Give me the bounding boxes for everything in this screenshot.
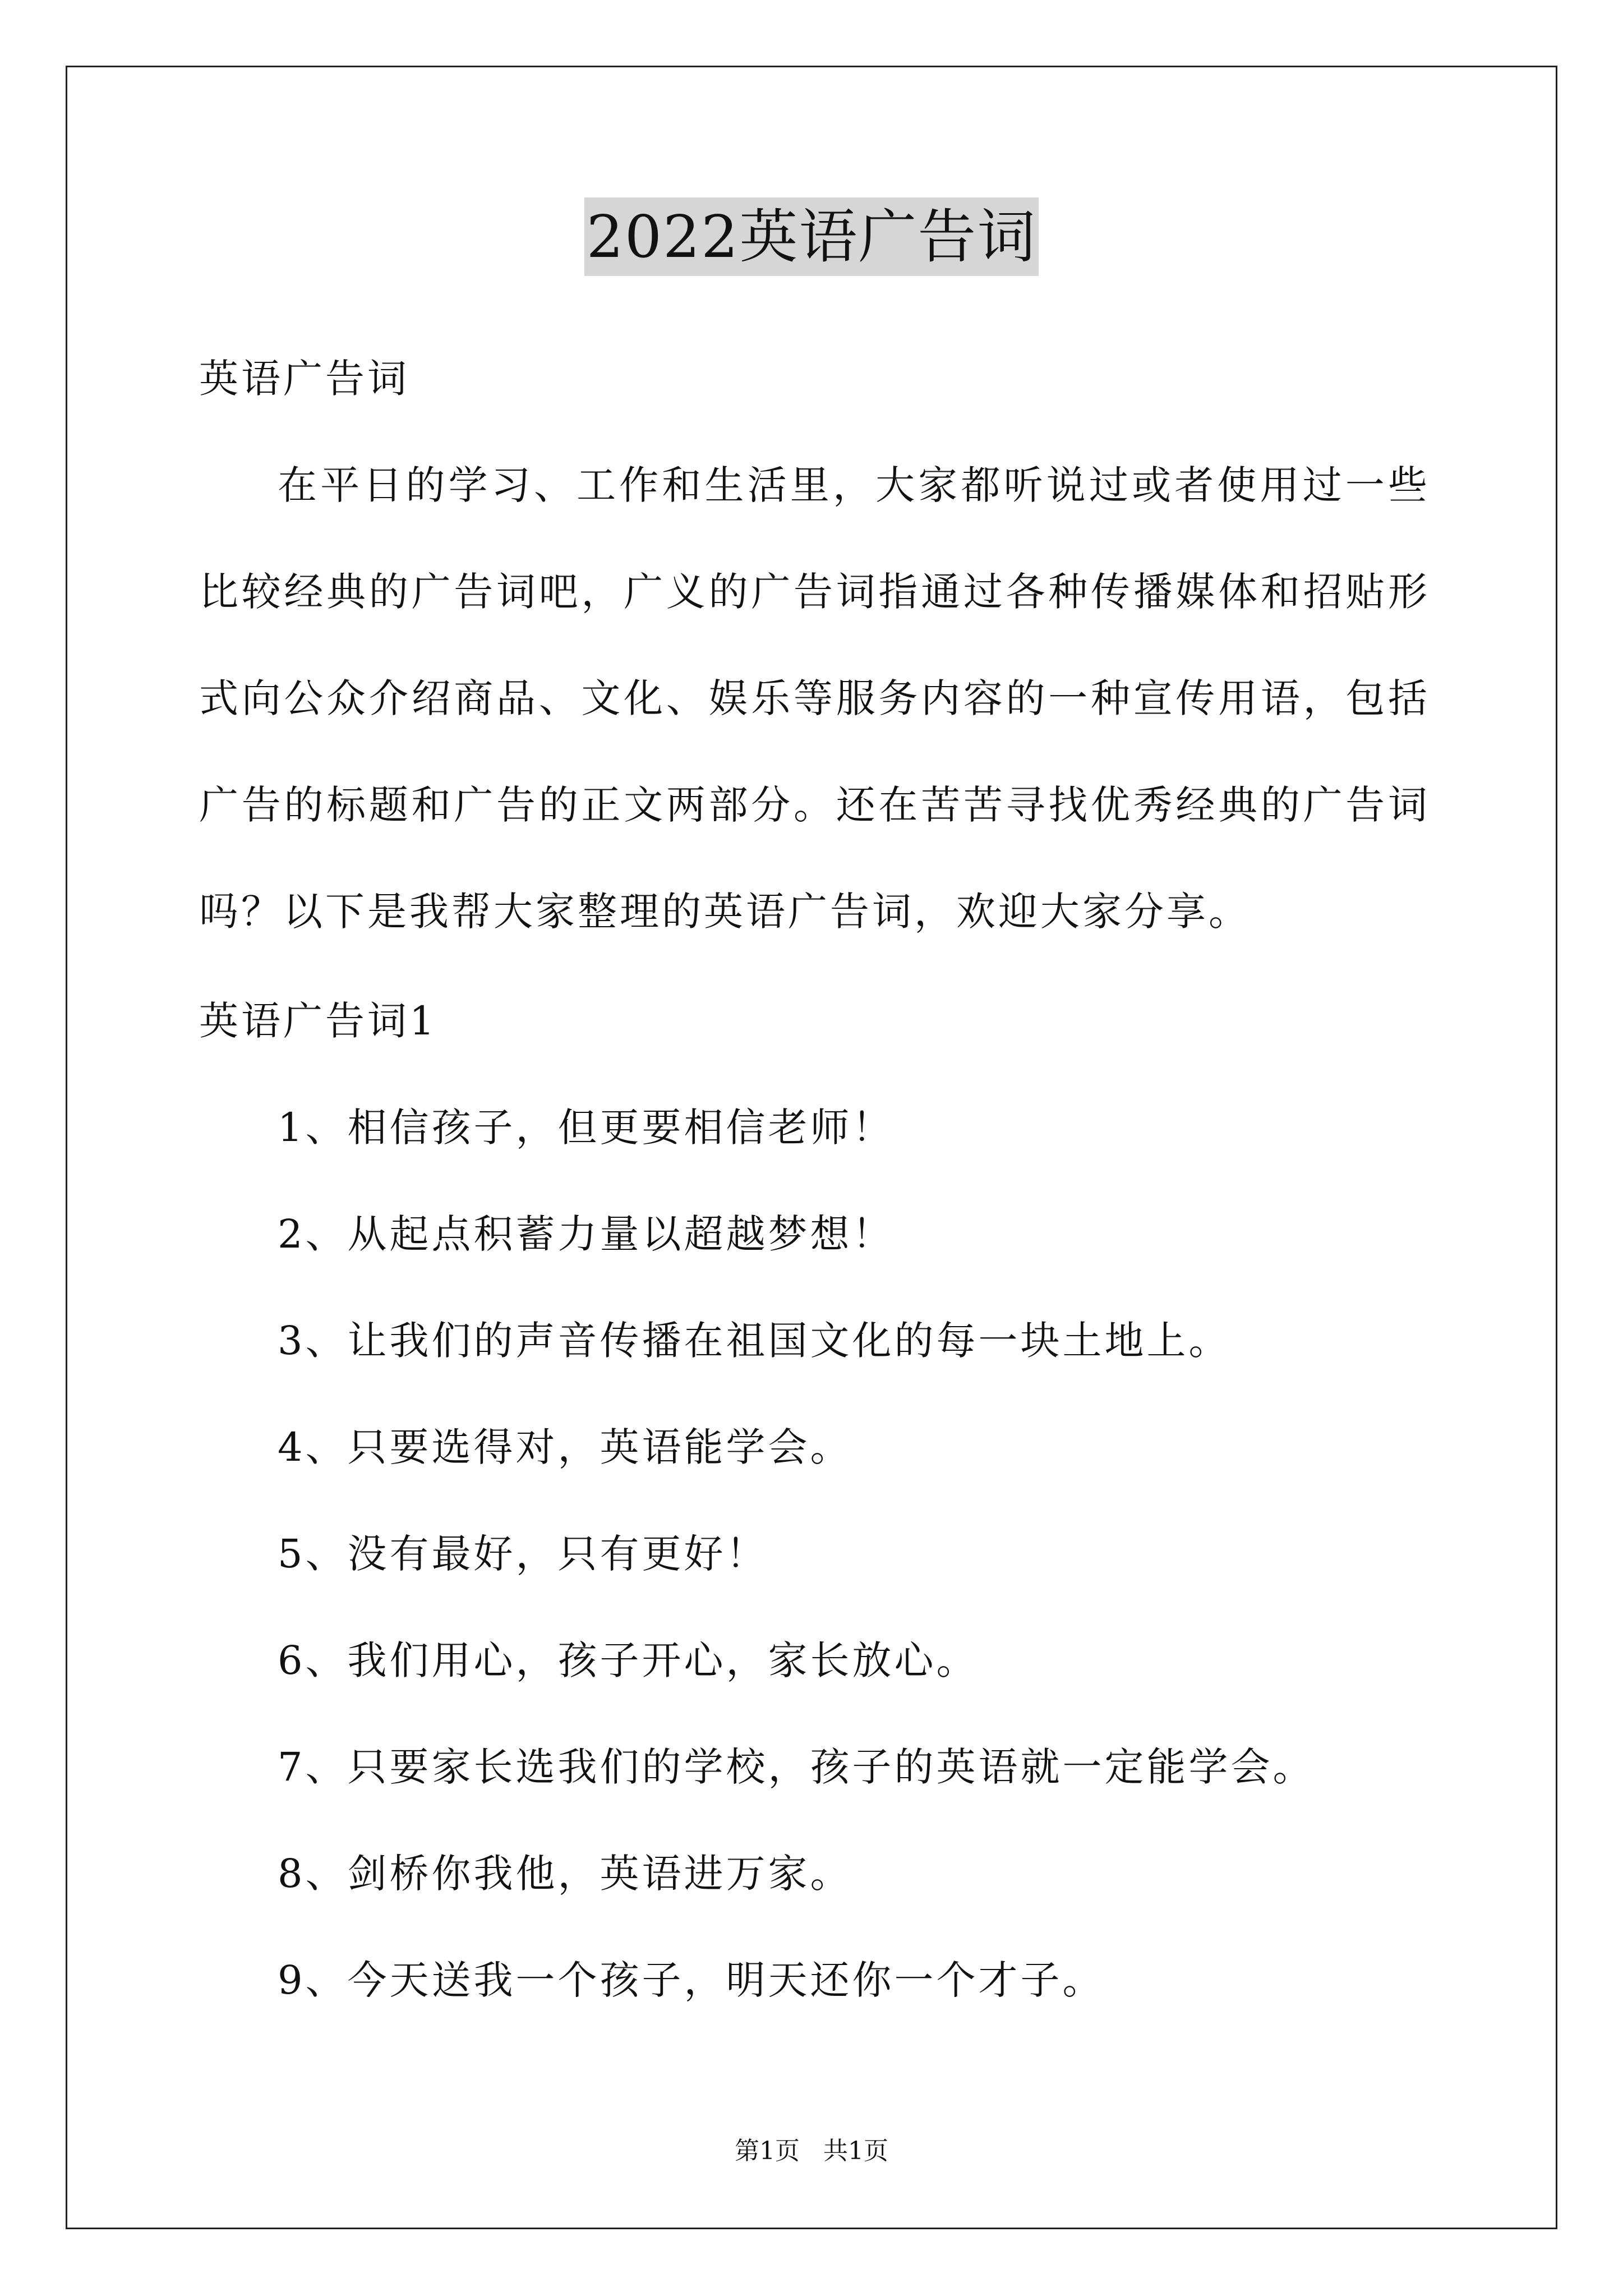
list-item: 9、今天送我一个孩子，明天还你一个才子。 <box>278 1957 1105 2003</box>
list-item: 4、只要选得对，英语能学会。 <box>278 1424 852 1470</box>
intro-paragraph: 在平日的学习、工作和生活里，大家都听说过或者使用过一些比较经典的广告词吧，广义的广告词指通过各种传播媒体和招贴形式向公众介绍商品、文化、娱乐等服务内容的一种宣传用语，包括广告的标题和广告的正文两部分。还在苦苦寻找优秀经典的广告词吗？以下是我帮大家整理的英语广告词，欢迎大家分享。 <box>199 462 1430 935</box>
page-number: 第1页 <box>735 2137 800 2165</box>
list-item: 7、只要家长选我们的学校，孩子的英语就一定能学会。 <box>278 1744 1315 1790</box>
page-footer <box>0 2134 1623 2168</box>
title-container <box>0 197 1623 276</box>
document-title: 2022英语广告词 <box>584 197 1039 276</box>
list-item: 5、没有最好，只有更好！ <box>278 1531 768 1577</box>
list-item: 8、剑桥你我他，英语进万家。 <box>278 1851 852 1897</box>
list-item: 2、从起点积蓄力量以超越梦想！ <box>278 1211 895 1257</box>
page-count: 共1页 <box>823 2137 888 2165</box>
list-item: 3、让我们的声音传播在祖国文化的每一块土地上。 <box>278 1318 1231 1364</box>
list-item: 6、我们用心，孩子开心，家长放心。 <box>278 1637 979 1683</box>
subtitle: 英语广告词 <box>199 356 409 402</box>
section-heading: 英语广告词1 <box>199 998 437 1044</box>
list-item: 1、相信孩子，但更要相信老师！ <box>278 1105 895 1151</box>
